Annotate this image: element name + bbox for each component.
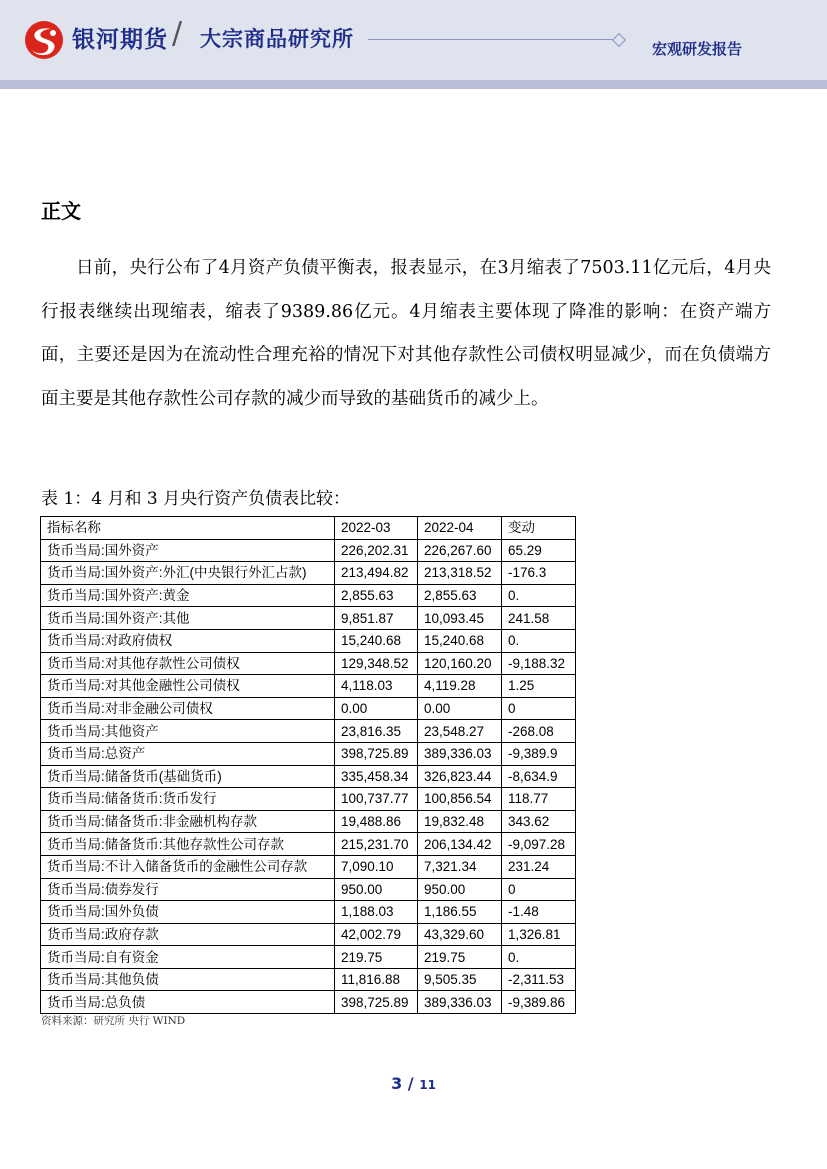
table-cell: 326,823.44 xyxy=(418,765,502,788)
table-cell: 9,851.87 xyxy=(335,607,418,630)
table-cell: 货币当局:对政府债权 xyxy=(41,629,335,652)
table-cell: 货币当局:储备货币:其他存款性公司存款 xyxy=(41,833,335,856)
table-cell: 0. xyxy=(502,946,576,969)
table-cell: 货币当局:对非金融公司债权 xyxy=(41,697,335,720)
balance-sheet-table xyxy=(40,516,576,1014)
table-cell: 货币当局:储备货币(基础货币) xyxy=(41,765,335,788)
table-header-cell: 指标名称 xyxy=(41,517,335,540)
table-header-row xyxy=(41,517,576,540)
table-cell: 10,093.45 xyxy=(418,607,502,630)
table-row xyxy=(41,833,576,856)
table-cell: 货币当局:对其他存款性公司债权 xyxy=(41,652,335,675)
table-cell: -9,389.9 xyxy=(502,742,576,765)
table-cell: 0.00 xyxy=(335,697,418,720)
table-cell: -176.3 xyxy=(502,562,576,585)
table-body xyxy=(41,517,576,1014)
table-row xyxy=(41,765,576,788)
table-cell: 9,505.35 xyxy=(418,968,502,991)
table-cell: 15,240.68 xyxy=(418,629,502,652)
table-cell: 货币当局:国外资产:黄金 xyxy=(41,584,335,607)
header-bar xyxy=(0,80,827,89)
table-cell: 23,548.27 xyxy=(418,720,502,743)
table-cell: 11,816.88 xyxy=(335,968,418,991)
page-total: 11 xyxy=(419,1078,436,1092)
table-cell: 2,855.63 xyxy=(418,584,502,607)
table-cell: 货币当局:其他资产 xyxy=(41,720,335,743)
table-row xyxy=(41,697,576,720)
report-type: 宏观研发报告 xyxy=(652,40,743,58)
table-cell: 货币当局:国外资产:其他 xyxy=(41,607,335,630)
table-cell: 23,816.35 xyxy=(335,720,418,743)
table-row xyxy=(41,562,576,585)
table-cell: 19,832.48 xyxy=(418,810,502,833)
table-cell: 226,202.31 xyxy=(335,539,418,562)
table-cell: 2,855.63 xyxy=(335,584,418,607)
table-cell: 货币当局:储备货币:非金融机构存款 xyxy=(41,810,335,833)
table-cell: 398,725.89 xyxy=(335,991,418,1014)
table-cell: 226,267.60 xyxy=(418,539,502,562)
page-header xyxy=(0,0,827,80)
galaxy-logo-icon xyxy=(24,20,64,60)
table-cell: 货币当局:自有资金 xyxy=(41,946,335,969)
table-cell: 4,119.28 xyxy=(418,675,502,698)
table-cell: 389,336.03 xyxy=(418,742,502,765)
table-cell: 219.75 xyxy=(335,946,418,969)
table-cell: 215,231.70 xyxy=(335,833,418,856)
table-header-cell: 2022-03 xyxy=(335,517,418,540)
table-cell: 231.24 xyxy=(502,855,576,878)
page-current: 3 xyxy=(391,1074,403,1093)
header-rule xyxy=(368,39,614,40)
table-cell: 货币当局:储备货币:货币发行 xyxy=(41,788,335,811)
table-row xyxy=(41,539,576,562)
table-row xyxy=(41,629,576,652)
paragraph-text: 日前，央行公布了4月资产负债平衡表，报表显示，在3月缩表了7503.11亿元后，4月央行报表继续出现缩表，缩表了9389.86亿元。4月缩表主要体现了降准的影响：在资产端方面，主要还是因为在流动性合理充裕的情况下对其他存款性公司债权明显减少，而在负债端方面主要是其他存款性公司存款的减少而导致的基础货币的减少上。 xyxy=(41,258,771,409)
table-cell: 950.00 xyxy=(418,878,502,901)
table-header-cell: 2022-04 xyxy=(418,517,502,540)
table-row xyxy=(41,788,576,811)
table-cell: 4,118.03 xyxy=(335,675,418,698)
table-cell: 货币当局:对其他金融性公司债权 xyxy=(41,675,335,698)
table-cell: 398,725.89 xyxy=(335,742,418,765)
table-cell: 货币当局:总负债 xyxy=(41,991,335,1014)
table-header-cell: 变动 xyxy=(502,517,576,540)
table-row xyxy=(41,652,576,675)
source-note: 资料来源：研究所 央行 WIND xyxy=(41,1015,186,1027)
table-row xyxy=(41,855,576,878)
table-cell: 货币当局:不计入储备货币的金融性公司存款 xyxy=(41,855,335,878)
table-cell: -1.48 xyxy=(502,901,576,924)
table-cell: -9,188.32 xyxy=(502,652,576,675)
table-cell: 货币当局:债券发行 xyxy=(41,878,335,901)
table-cell: 货币当局:国外负债 xyxy=(41,901,335,924)
table-cell: 206,134.42 xyxy=(418,833,502,856)
table-cell: 0 xyxy=(502,878,576,901)
table-cell: -8,634.9 xyxy=(502,765,576,788)
table-cell: -9,097.28 xyxy=(502,833,576,856)
table-cell: 货币当局:政府存款 xyxy=(41,923,335,946)
table-cell: 950.00 xyxy=(335,878,418,901)
table-cell: -9,389.86 xyxy=(502,991,576,1014)
table-cell: 42,002.79 xyxy=(335,923,418,946)
header-separator: / xyxy=(172,16,183,51)
table-row xyxy=(41,675,576,698)
table-cell: 43,329.60 xyxy=(418,923,502,946)
table-cell: 0 xyxy=(502,697,576,720)
table-cell: 120,160.20 xyxy=(418,652,502,675)
table-cell: 1,326.81 xyxy=(502,923,576,946)
table-cell: 0. xyxy=(502,584,576,607)
department-name: 大宗商品研究所 xyxy=(200,27,354,51)
table-cell: 100,856.54 xyxy=(418,788,502,811)
table-cell: 213,494.82 xyxy=(335,562,418,585)
table-cell: 335,458.34 xyxy=(335,765,418,788)
table-cell: 7,321.34 xyxy=(418,855,502,878)
table-cell: 213,318.52 xyxy=(418,562,502,585)
page-number xyxy=(0,1074,827,1093)
table-cell: 65.29 xyxy=(502,539,576,562)
table-cell: 1.25 xyxy=(502,675,576,698)
table-cell: 343.62 xyxy=(502,810,576,833)
table-row xyxy=(41,584,576,607)
table-cell: 129,348.52 xyxy=(335,652,418,675)
table-cell: 货币当局:其他负债 xyxy=(41,968,335,991)
table-row xyxy=(41,607,576,630)
table-row xyxy=(41,720,576,743)
table-row xyxy=(41,991,576,1014)
section-title: 正文 xyxy=(41,199,81,223)
table-row xyxy=(41,810,576,833)
table-row xyxy=(41,923,576,946)
table-cell: 118.77 xyxy=(502,788,576,811)
table-cell: 货币当局:国外资产 xyxy=(41,539,335,562)
table-cell: 0.00 xyxy=(418,697,502,720)
table-cell: 100,737.77 xyxy=(335,788,418,811)
table-row xyxy=(41,901,576,924)
table-cell: -268.08 xyxy=(502,720,576,743)
table-cell: 0. xyxy=(502,629,576,652)
table-cell: 241.58 xyxy=(502,607,576,630)
table-cell: 389,336.03 xyxy=(418,991,502,1014)
body-paragraph xyxy=(41,247,771,421)
page-separator: / xyxy=(407,1074,414,1093)
table-row xyxy=(41,946,576,969)
table-row xyxy=(41,742,576,765)
table-cell: 1,186.55 xyxy=(418,901,502,924)
table-cell: -2,311.53 xyxy=(502,968,576,991)
brand-name: 银河期货 xyxy=(72,27,168,53)
table-cell: 货币当局:总资产 xyxy=(41,742,335,765)
table-cell: 19,488.86 xyxy=(335,810,418,833)
table-cell: 15,240.68 xyxy=(335,629,418,652)
table-cell: 货币当局:国外资产:外汇(中央银行外汇占款) xyxy=(41,562,335,585)
table-row xyxy=(41,878,576,901)
table-caption: 表 1：4 月和 3 月央行资产负债表比较： xyxy=(41,489,351,509)
table-cell: 1,188.03 xyxy=(335,901,418,924)
table-cell: 219.75 xyxy=(418,946,502,969)
table-row xyxy=(41,968,576,991)
diamond-icon xyxy=(612,33,626,47)
table-cell: 7,090.10 xyxy=(335,855,418,878)
